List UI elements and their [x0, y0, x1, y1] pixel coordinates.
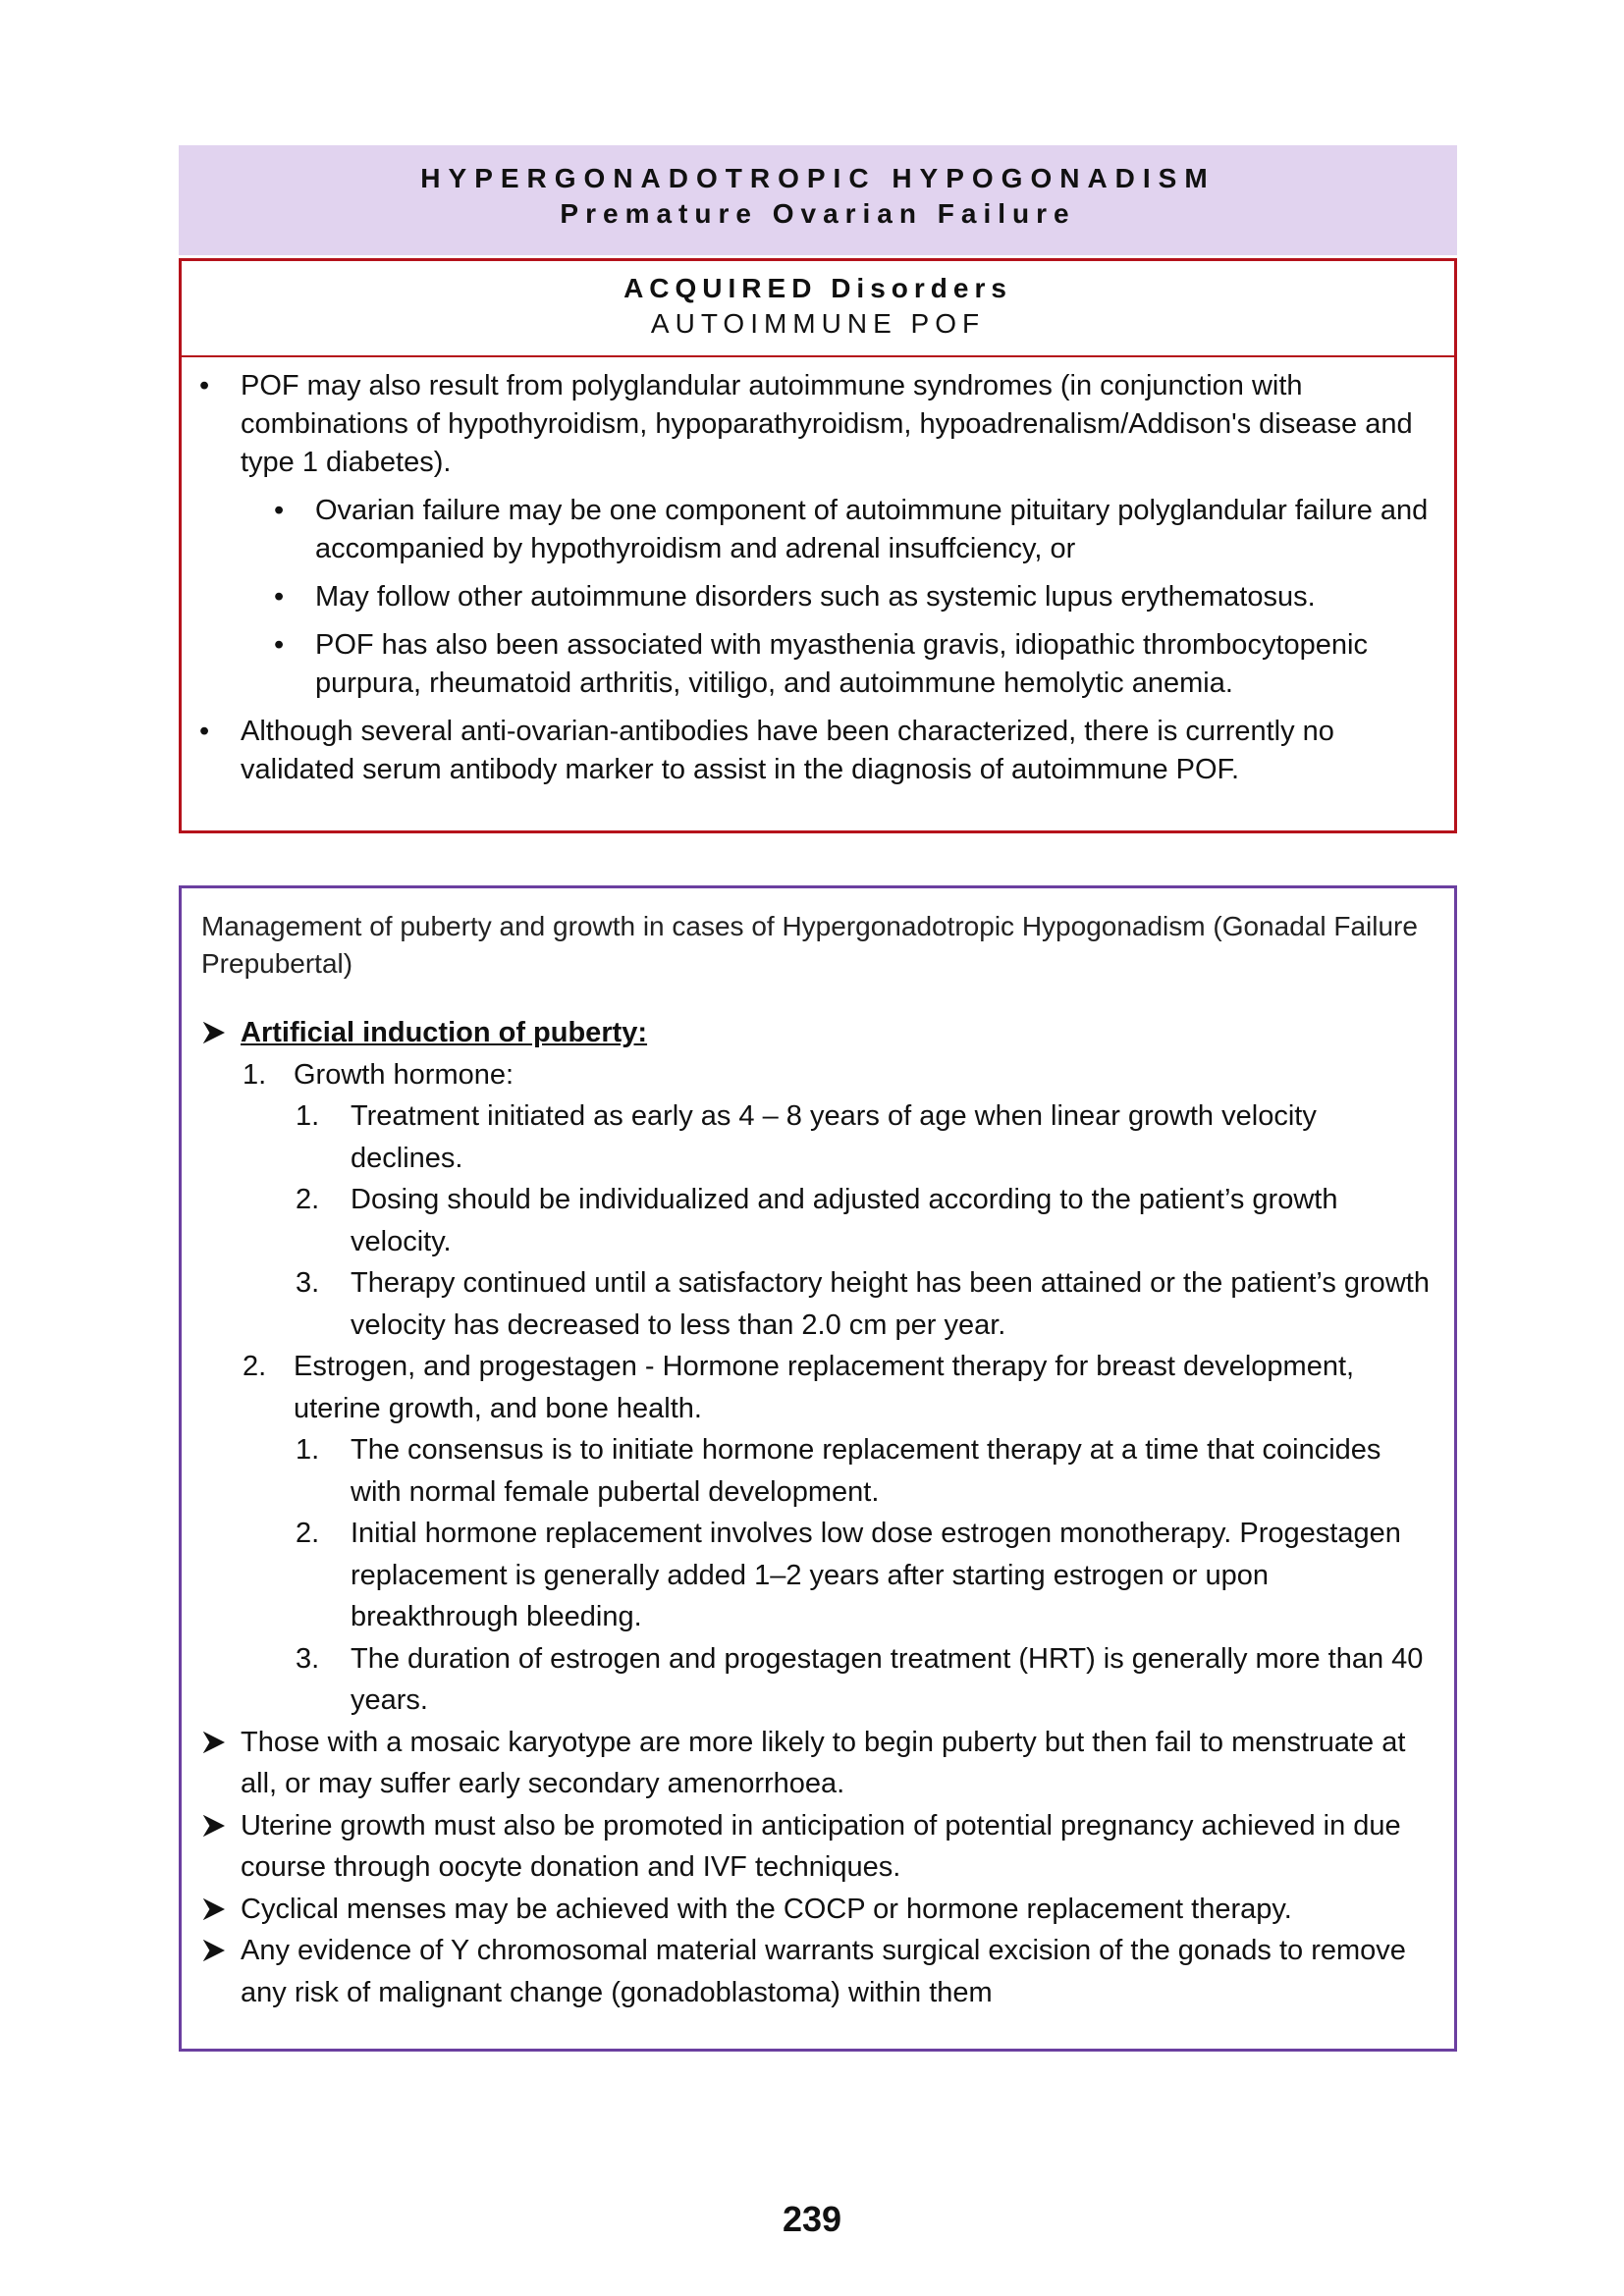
sub-bullet-item [274, 626, 1435, 703]
item-number: 2. [243, 1351, 267, 1382]
item-number: 3. [296, 1267, 320, 1299]
item-text: Therapy continued until a satisfactory height has been attained or the patient’s growth velocity has decreased to less than 2.0 cm per year. [351, 1267, 1430, 1341]
acquired-subheading: AUTOIMMUNE POF [650, 308, 986, 339]
item-number: 2. [296, 1518, 320, 1549]
item-number: 1. [296, 1434, 320, 1466]
item-number: 2. [296, 1184, 320, 1215]
chapter-header-band [179, 145, 1457, 255]
item-number: 1. [296, 1100, 320, 1132]
sub-bullet-text: Ovarian failure may be one component of autoimmune pituitary polyglandular failure and accompanied by hypothyroidism and adrenal insuffciency, or [315, 495, 1429, 564]
item-text: The duration of estrogen and progestagen treatment (HRT) is generally more than 40 years. [351, 1642, 1424, 1716]
bullet-item [199, 367, 1438, 482]
sub-numbered-item [182, 1095, 1431, 1179]
bullet-text: POF may also result from polyglandular autoimmune syndromes (in conjunction with combinations of hypothyroidism, hypoparathyroidism, hypoadrenalism/Addison's disease and type 1 diabetes). [241, 370, 1413, 478]
bullet-item [199, 713, 1438, 789]
arrow-point [182, 1722, 1429, 1805]
management-box-body [179, 1002, 1457, 2052]
arrow-bullet-icon [203, 1722, 225, 1763]
acquired-box-body [179, 357, 1457, 833]
sub-bullet-text: May follow other autoimmune disorders such as systemic lupus erythematosus. [315, 581, 1316, 613]
chapter-subtitle: Premature Ovarian Failure [560, 198, 1076, 229]
arrow-point [182, 1889, 1429, 1931]
bullet-dot-icon: • [274, 495, 285, 526]
item-text: Growth hormone: [294, 1058, 514, 1091]
arrow-point [182, 1805, 1429, 1889]
numbered-item [182, 1346, 1423, 1429]
item-text: The consensus is to initiate hormone replacement therapy at a time that coincides with normal female pubertal development. [351, 1434, 1381, 1508]
section-heading [182, 1012, 1454, 1054]
sub-numbered-item [182, 1262, 1431, 1346]
arrow-point-text: Any evidence of Y chromosomal material warrants surgical excision of the gonads to remove any risk of malignant change (gonadoblastoma) within them [241, 1935, 1406, 2008]
bullet-dot-icon: • [199, 716, 210, 747]
bullet-dot-icon: • [199, 370, 210, 401]
acquired-box-header [179, 258, 1457, 360]
sub-numbered-item [182, 1179, 1431, 1262]
item-text: Dosing should be individualized and adjusted according to the patient’s growth velocity. [351, 1184, 1338, 1257]
management-box-header [179, 885, 1457, 1005]
item-number: 1. [243, 1058, 267, 1091]
arrow-bullet-icon [203, 1805, 225, 1846]
sub-bullet-text: POF has also been associated with myasthenia gravis, idiopathic thrombocytopenic purpura, rheumatoid arthritis, vitiligo, and autoimmune hemolytic anemia. [315, 629, 1368, 699]
management-title: Management of puberty and growth in cases of Hypergonadotropic Hypogonadism (Gonadal Failure Prepubertal) [201, 911, 1418, 979]
arrow-bullet-icon [203, 1012, 225, 1053]
sub-numbered-item [182, 1429, 1431, 1513]
page-number: 239 [782, 2199, 842, 2239]
item-text: Estrogen, and progestagen - Hormone replacement therapy for breast development, uterine growth, and bone health. [294, 1351, 1355, 1424]
sub-numbered-item [182, 1513, 1431, 1638]
numbered-item [182, 1054, 1423, 1096]
bullet-dot-icon: • [274, 629, 285, 661]
arrow-point [182, 1930, 1429, 2013]
sub-numbered-item [182, 1638, 1431, 1722]
arrow-bullet-icon [203, 1930, 225, 1971]
bullet-dot-icon: • [274, 581, 285, 613]
arrow-point-text: Uterine growth must also be promoted in anticipation of potential pregnancy achieved in due course through oocyte donation and IVF techniques. [241, 1809, 1401, 1883]
chapter-title: HYPERGONADOTROPIC HYPOGONADISM [420, 163, 1216, 193]
arrow-point-text: Cyclical menses may be achieved with the COCP or hormone replacement therapy. [241, 1893, 1292, 1925]
sub-bullet-item [274, 578, 1435, 616]
arrow-bullet-icon [203, 1889, 225, 1930]
item-text: Treatment initiated as early as 4 – 8 years of age when linear growth velocity declines. [351, 1100, 1317, 1174]
arrow-point-text: Those with a mosaic karyotype are more likely to begin puberty but then fail to menstruate at all, or may suffer early secondary amenorrhoea. [241, 1726, 1406, 1799]
acquired-heading: ACQUIRED Disorders [623, 273, 1012, 303]
bullet-text: Although several anti-ovarian-antibodies have been characterized, there is currently no validated serum antibody marker to assist in the diagnosis of autoimmune POF. [241, 716, 1334, 785]
item-text: Initial hormone replacement involves low dose estrogen monotherapy. Progestagen replacement is generally added 1–2 years after starting estrogen or upon breakthrough bleeding. [351, 1518, 1401, 1632]
artificial-induction-heading: Artificial induction of puberty: [241, 1017, 648, 1048]
item-number: 3. [296, 1642, 320, 1675]
sub-bullet-item [274, 492, 1435, 568]
